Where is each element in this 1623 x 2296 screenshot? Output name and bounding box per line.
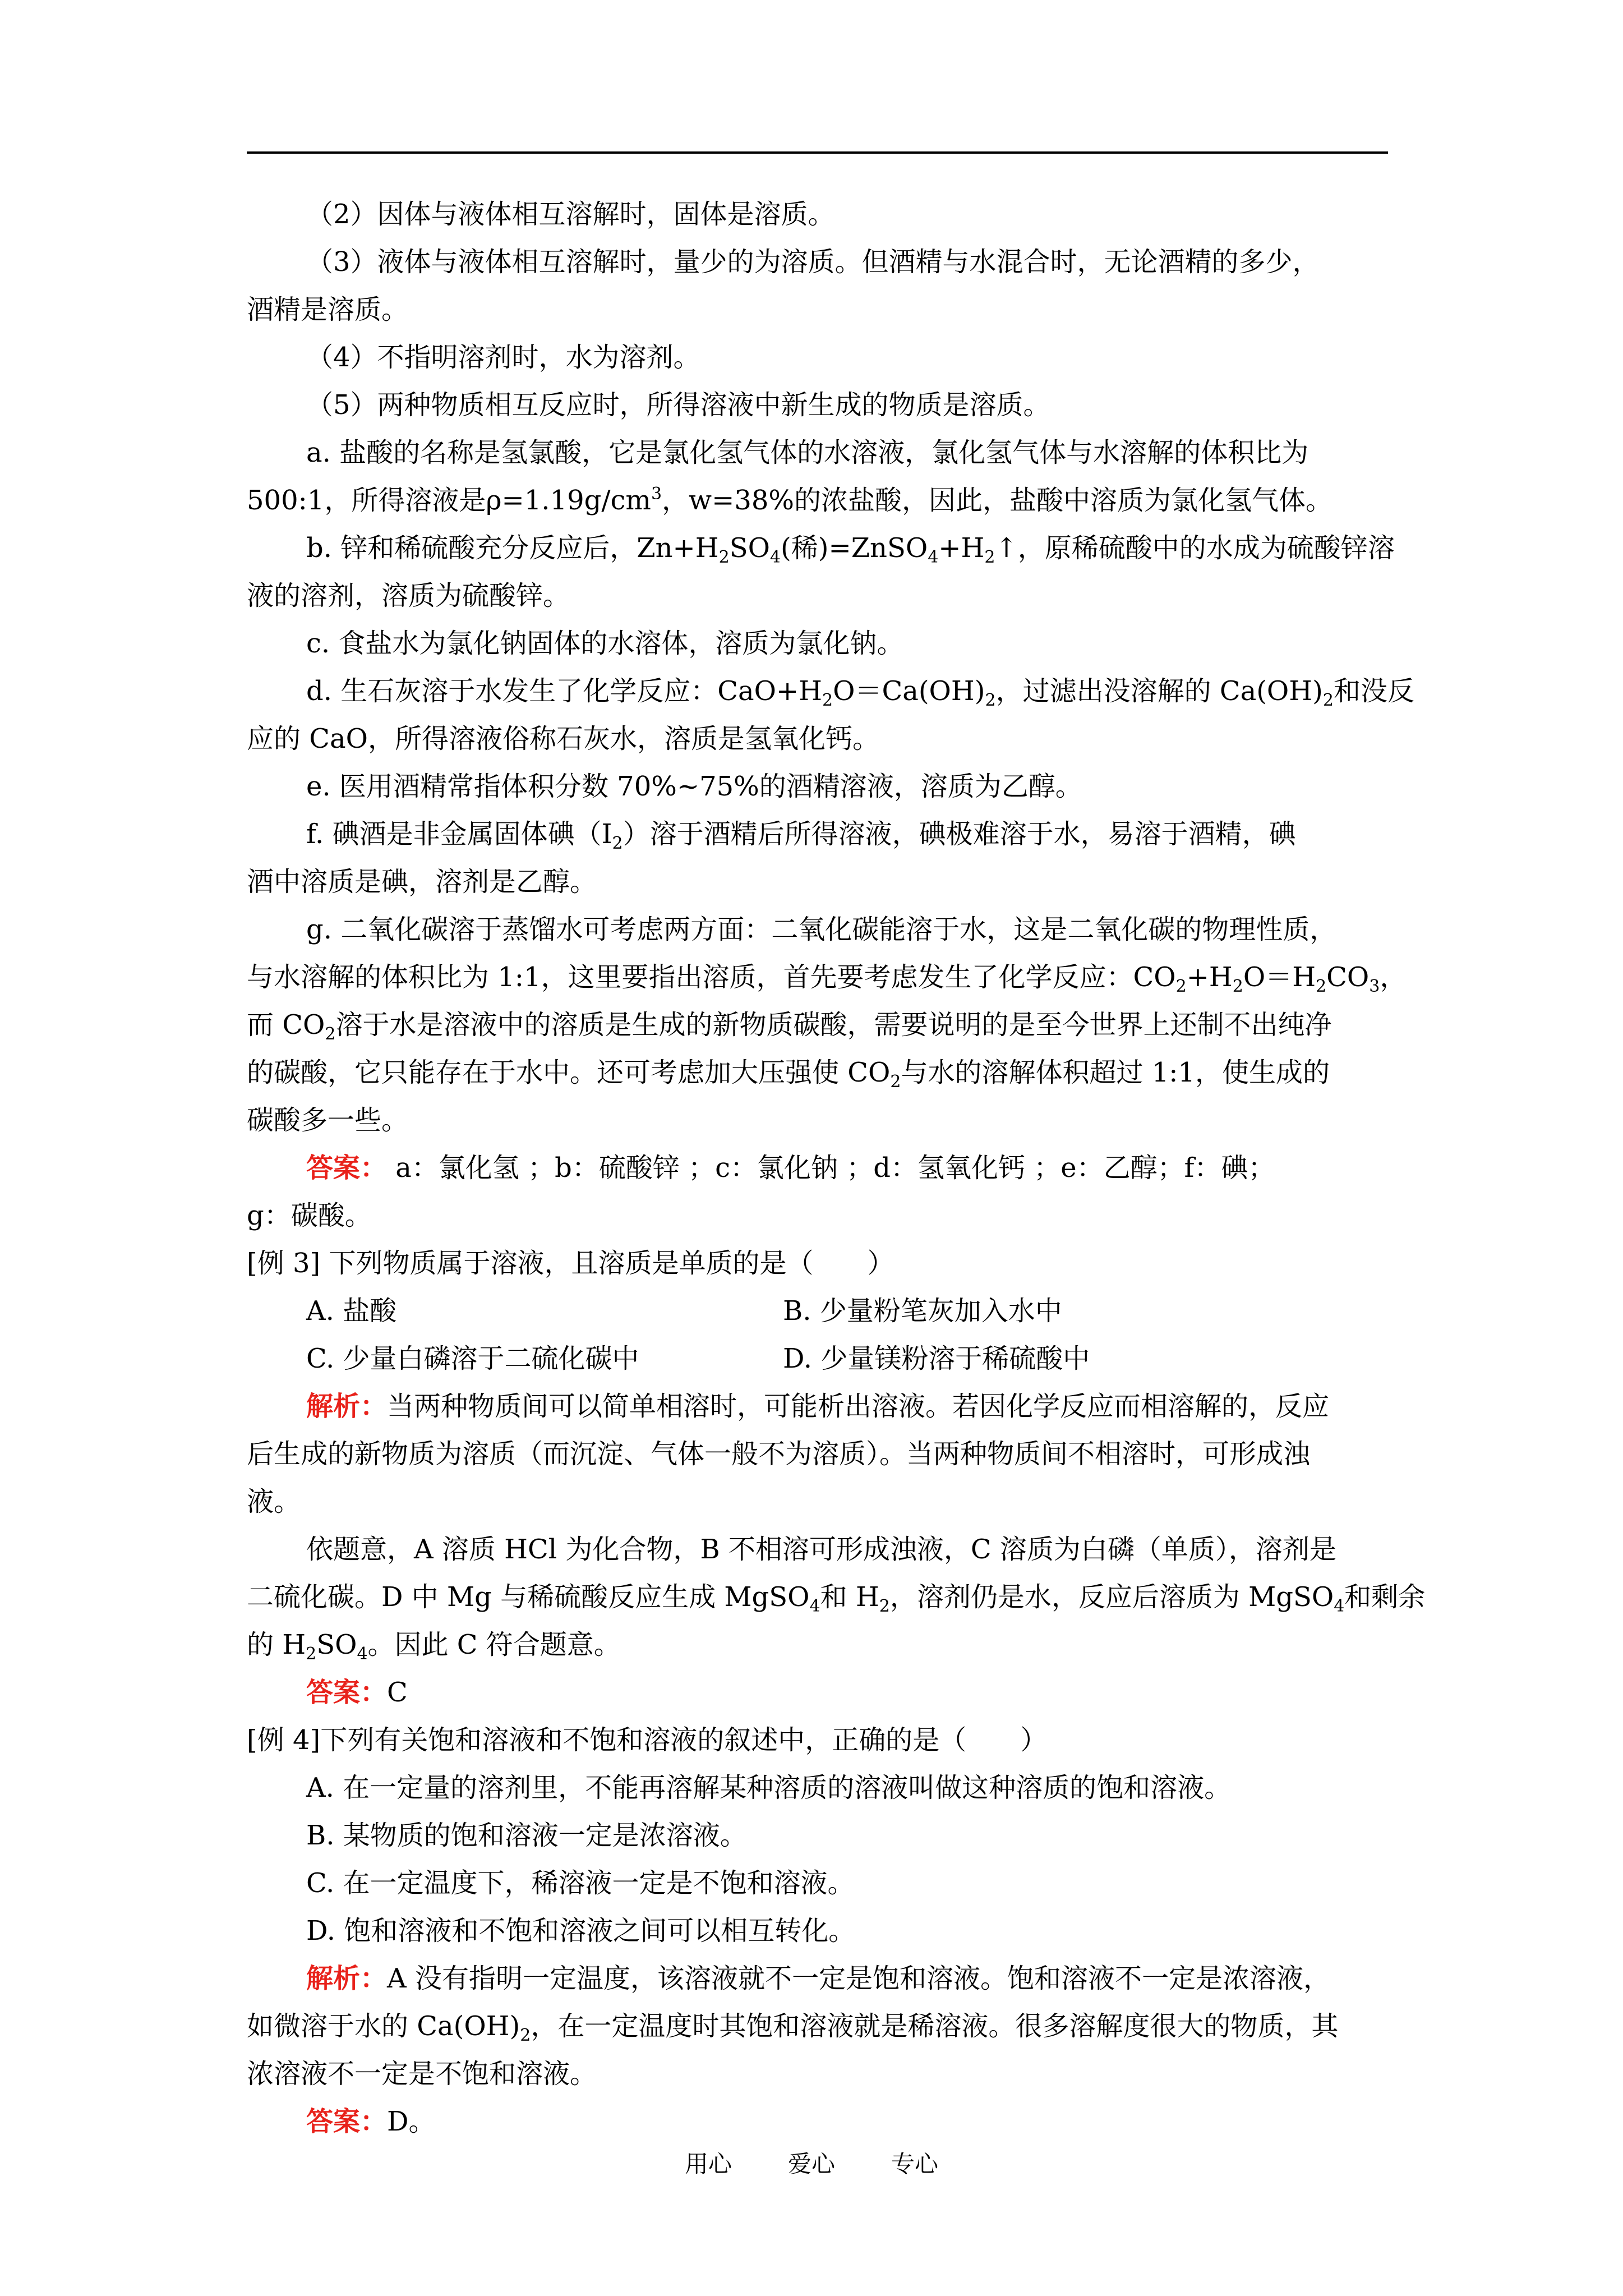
page-footer xyxy=(0,2146,1623,2179)
example-3-question: [例 3] 下列物质属于溶液，且溶质是单质的是（ ） xyxy=(247,1248,895,1279)
paragraph: （5）两种物质相互反应时，所得溶液中新生成的物质是溶质。 xyxy=(306,389,1050,421)
header-rule xyxy=(247,151,1388,154)
example-4-option: B. 某物质的饱和溶液一定是浓溶液。 xyxy=(306,1820,747,1851)
example-4-analysis-cont: 浓溶液不一定是不饱和溶液。 xyxy=(247,2058,597,2090)
example-3-analysis-cont: 后生成的新物质为溶质（而沉淀、气体一般不为溶质）。当两种物质间不相溶时，可形成浊 xyxy=(247,1438,1311,1470)
item-g-cont: 的碳酸，它只能存在于水中。还可考虑加大压强使 $CO_2$与水的溶解体积超过 1:1，使生成的 xyxy=(247,1057,1330,1092)
example-3-analysis-cont: 液。 xyxy=(247,1486,301,1517)
item-d-cont: 应的 CaO，所得溶液俗称石灰水，溶质是氢氧化钙。 xyxy=(247,723,879,754)
example-4-analysis-cont: 如微溶于水的 $Ca(OH)_2$，在一定温度时其饱和溶液就是稀溶液。很多溶解度很大的物质，其 xyxy=(247,2010,1339,2045)
analysis-label: 解析： xyxy=(306,1963,388,1994)
item-g-cont: 而 $CO_2$溶于水是溶液中的溶质是生成的新物质碳酸，需要说明的是至今世界上还制不出纯净 xyxy=(247,1009,1332,1044)
example-3-answer: 答案：C xyxy=(306,1677,408,1708)
item-f-cont: 酒中溶质是碘，溶剂是乙醇。 xyxy=(247,866,597,898)
example-3-analysis-cont: 依题意，A 溶质 HCl 为化合物，B 不相溶可形成浊液，C 溶质为白磷（单质），溶剂是 xyxy=(306,1534,1336,1565)
example-3-options: A. 盐酸 B. 少量粉笔灰加入水中 xyxy=(306,1295,1062,1327)
item-g-cont: 与水溶解的体积比为 1:1，这里要指出溶质，首先要考虑发生了化学反应：$CO_2+H_2O=H_2CO_3$， xyxy=(247,961,1407,996)
document-body xyxy=(247,191,1426,2146)
item-b: b. 锌和稀硫酸充分反应后，$Zn+H_2SO_4$(稀)$=ZnSO_4+H_2↑$，原稀硫酸中的水成为硫酸锌溶 xyxy=(306,532,1395,567)
footer-word: 专心 xyxy=(891,2150,939,2178)
answer-1: 答案： a：氯化氢 ；b：硫酸锌 ；c：氯化钠 ；d：氢氧化钙 ；e：乙醇；f：碘； xyxy=(306,1152,1275,1184)
example-4-option: A. 在一定量的溶剂里，不能再溶解某种溶质的溶液叫做这种溶质的饱和溶液。 xyxy=(306,1772,1232,1803)
footer-word: 爱心 xyxy=(787,2150,835,2178)
example-3-analysis-cont: 的 $H_2SO_4$。因此 C 符合题意。 xyxy=(247,1629,621,1664)
example-3-analysis: 解析：当两种物质间可以简单相溶时，可能析出溶液。若因化学反应而相溶解的，反应 xyxy=(306,1391,1330,1422)
example-4-question: [例 4]下列有关饱和溶液和不饱和溶液的叙述中，正确的是（ ） xyxy=(247,1724,1048,1756)
item-a-cont: 500:1，所得溶液是$\rho=1.19g/cm^3$，w=38%的浓盐酸，因此，盐酸中溶质为氯化氢气体。 xyxy=(247,484,1333,516)
item-b-cont: 液的溶剂，溶质为硫酸锌。 xyxy=(247,580,570,611)
item-e: e. 医用酒精常指体积分数 70%~75%的酒精溶液，溶质为乙醇。 xyxy=(306,771,1082,802)
item-c: c. 食盐水为氯化钠固体的水溶体，溶质为氯化钠。 xyxy=(306,628,904,659)
item-g: g. 二氧化碳溶于蒸馏水可考虑两方面：二氧化碳能溶于水，这是二氧化碳的物理性质， xyxy=(306,914,1337,945)
example-4-option: C. 在一定温度下，稀溶液一定是不饱和溶液。 xyxy=(306,1867,855,1899)
footer-word: 用心 xyxy=(684,2150,732,2178)
analysis-label: 解析： xyxy=(306,1391,388,1422)
item-d: d. 生石灰溶于水发生了化学反应：$CaO+H_2O=Ca(OH)_2$，过滤出没溶解的 $Ca(OH)_2$和没反 xyxy=(306,675,1414,710)
answer-1-cont: g：碳酸。 xyxy=(247,1200,372,1231)
example-4-analysis: 解析：A 没有指明一定温度，该溶液就不一定是饱和溶液。饱和溶液不一定是浓溶液， xyxy=(306,1963,1330,1994)
paragraph: （3）液体与液体相互溶解时，量少的为溶质。但酒精与水混合时，无论酒精的多少， xyxy=(306,246,1320,278)
item-g-cont: 碳酸多一些。 xyxy=(247,1105,409,1136)
answer-label: 答案： xyxy=(306,1152,388,1184)
item-f: f. 碘酒是非金属固体碘$(I_2)$溶于酒精后所得溶液，碘极难溶于水，易溶于酒精，碘 xyxy=(306,818,1296,853)
example-4-answer: 答案：D。 xyxy=(306,2106,436,2137)
paragraph: （4）不指明溶剂时，水为溶剂。 xyxy=(306,342,700,373)
answer-label: 答案： xyxy=(306,2106,388,2137)
paragraph: （2）因体与液体相互溶解时，固体是溶质。 xyxy=(306,199,835,230)
answer-label: 答案： xyxy=(306,1677,388,1708)
example-4-option: D. 饱和溶液和不饱和溶液之间可以相互转化。 xyxy=(306,1915,856,1947)
item-a: a. 盐酸的名称是氢氯酸，它是氯化氢气体的水溶液，氯化氢气体与水溶解的体积比为 xyxy=(306,437,1309,468)
example-3-options: C. 少量白磷溶于二硫化碳中 D. 少量镁粉溶于稀硫酸中 xyxy=(306,1343,1090,1374)
paragraph: 酒精是溶质。 xyxy=(247,294,409,325)
example-3-analysis-cont: 二硫化碳。D 中 Mg 与稀硫酸反应生成 MgSO$_4$和 $H_2$，溶剂仍是水，反应后溶质为 MgSO$_4$和剩余 xyxy=(247,1581,1426,1616)
